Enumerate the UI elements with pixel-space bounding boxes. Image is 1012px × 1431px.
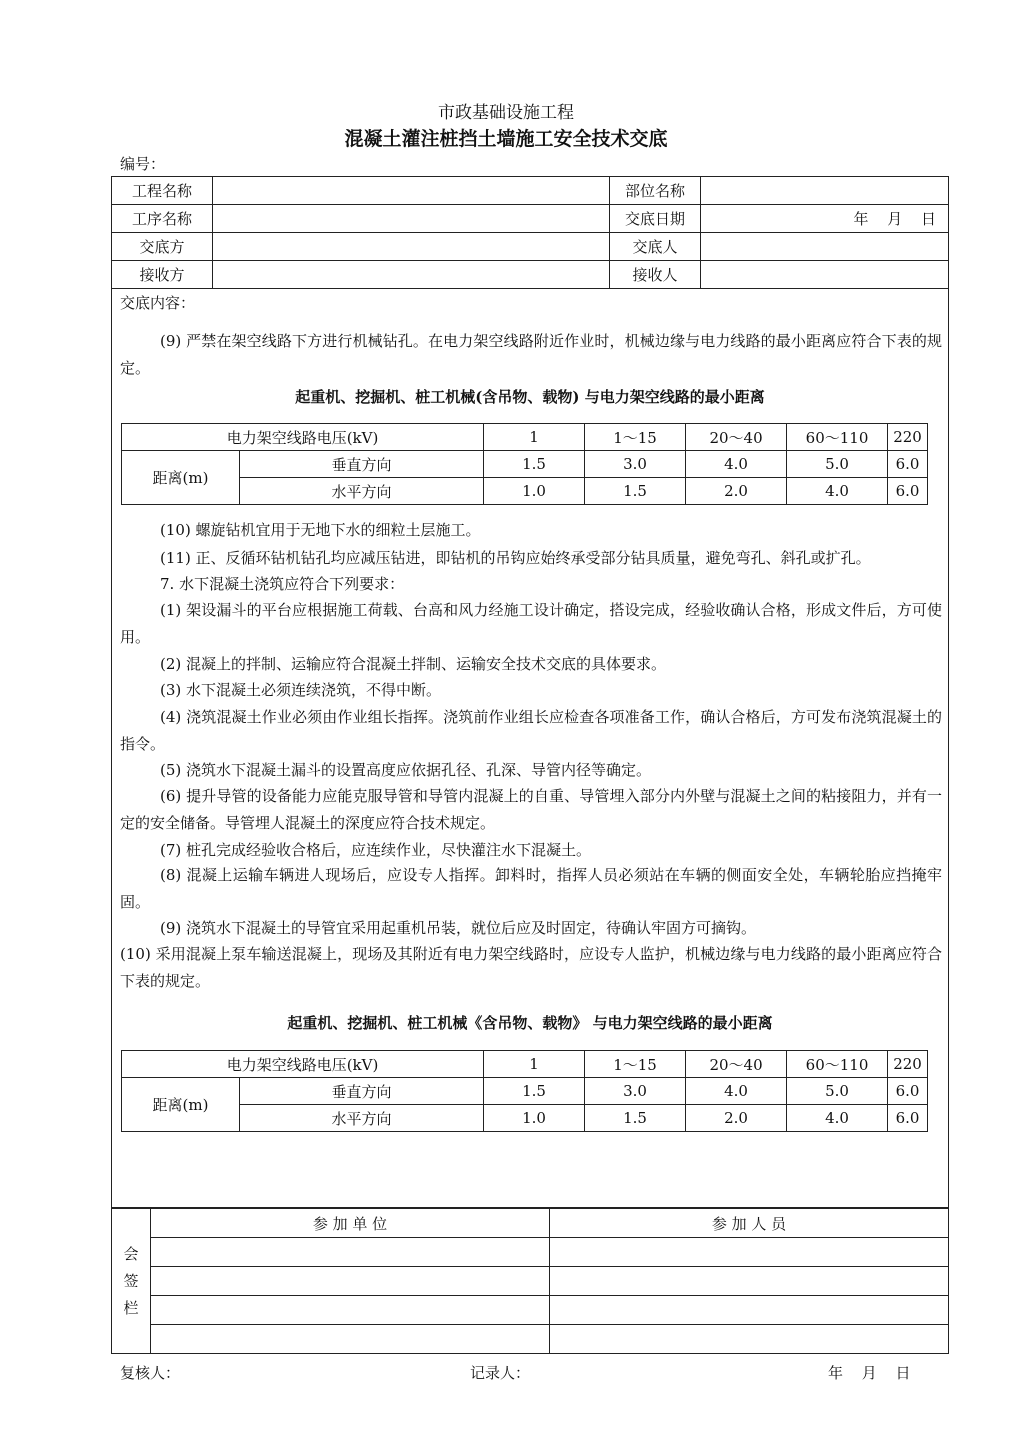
horizontal-header: 水平方向: [240, 478, 484, 505]
signoff-table: [111, 1208, 949, 1354]
signoff-cell[interactable]: [151, 1325, 550, 1354]
footer-date: 年 月 日: [828, 1364, 911, 1382]
table-cell: 2.0: [686, 1105, 787, 1132]
content-para: (8) 混凝上运输车辆进人现场后，应设专人指挥。卸料时，指挥人员必须站在车辆的侧面安全处，车辆轮胎应挡掩牢固。: [120, 866, 942, 911]
part-name-value: [701, 177, 949, 205]
table-cell: 2.0: [686, 478, 787, 505]
number-label: 编号：: [120, 155, 166, 173]
issuer-person-value: [701, 233, 949, 261]
date-value: 年 月 日: [701, 205, 949, 233]
content-para: (5) 浇筑水下混凝土漏斗的设置高度应依据孔径、孔深、导管内径等确定。: [160, 761, 652, 779]
info-table: [111, 176, 949, 289]
content-para: (9) 浇筑水下混凝土的导管宜采用起重机吊装，就位后应及时固定，待确认牢固方可摘钩。: [160, 919, 757, 937]
distance-header: 距离(m): [122, 451, 240, 505]
table-cell: 1.0: [484, 1105, 585, 1132]
table-cell: 1.5: [484, 451, 585, 478]
table-cell: 4.0: [686, 1078, 787, 1105]
table-cell: 220: [888, 1051, 928, 1078]
signoff-side-label: [112, 1209, 151, 1354]
table-cell: 3.0: [585, 1078, 686, 1105]
recorder-label: 记录人：: [470, 1364, 531, 1382]
distance-table-1: [121, 423, 928, 505]
table-caption-2: 起重机、挖掘机、桩工机械《含吊物、载物》 与电力架空线路的最小距离: [287, 1014, 773, 1032]
table-cell: 4.0: [787, 1105, 888, 1132]
issuer-person-label: 交底人: [610, 233, 701, 261]
signoff-cell[interactable]: [550, 1238, 949, 1267]
receiver-person-value: [701, 261, 949, 289]
table-cell: 60～110: [787, 424, 888, 451]
table-cell: 1: [484, 1051, 585, 1078]
table-cell: 3.0: [585, 451, 686, 478]
content-para: (2) 混凝上的拌制、运输应符合混凝土拌制、运输安全技术交底的具体要求。: [160, 655, 667, 673]
signoff-cell[interactable]: [550, 1267, 949, 1296]
signoff-cell[interactable]: [151, 1238, 550, 1267]
table-cell: 6.0: [888, 478, 928, 505]
process-name-value: [213, 205, 610, 233]
table-cell: 6.0: [888, 1078, 928, 1105]
receiver-party-label: 接收方: [112, 261, 213, 289]
voltage-header: 电力架空线路电压(kV): [122, 1051, 484, 1078]
project-name-label: 工程名称: [112, 177, 213, 205]
table-cell: 1.5: [484, 1078, 585, 1105]
vertical-header: 垂直方向: [240, 1078, 484, 1105]
content-para: (10) 螺旋钻机宜用于无地下水的细粒土层施工。: [160, 521, 481, 539]
table-cell: 1.5: [585, 1105, 686, 1132]
content-para: (4) 浇筑混凝土作业必须由作业组长指挥。浇筑前作业组长应检查各项准备工作，确认合格后，方可发布浇筑混凝土的指令。: [120, 708, 942, 753]
table-cell: 220: [888, 424, 928, 451]
voltage-header: 电力架空线路电压(kV): [122, 424, 484, 451]
receiver-party-value: [213, 261, 610, 289]
horizontal-header: 水平方向: [240, 1105, 484, 1132]
content-para: (7) 桩孔完成经验收合格后，应连续作业，尽快灌注水下混凝土。: [160, 841, 592, 859]
signoff-char: 会: [123, 1244, 139, 1263]
date-label: 交底日期: [610, 205, 701, 233]
content-para: (3) 水下混凝土必须连续浇筑，不得中断。: [160, 681, 442, 699]
table-cell: 20～40: [686, 1051, 787, 1078]
units-header: 参 加 单 位: [151, 1209, 550, 1238]
content-para: (10) 采用混凝上泵车输送混凝上，现场及其附近有电力架空线路时，应设专人监护，机械边缘与电力线路的最小距离应符合下表的规定。: [120, 945, 942, 990]
content-para: (11) 正、反循环钻机钻孔均应减压钻进，即钻机的吊钩应始终承受部分钻具质量，避免弯孔、斜孔或扩孔。: [160, 549, 871, 567]
table-cell: 4.0: [787, 478, 888, 505]
doc-title: 混凝土灌注桩挡土墙施工安全技术交底: [344, 128, 668, 150]
content-para: (9) 严禁在架空线路下方进行机械钻孔。在电力架空线路附近作业时，机械边缘与电力线路的最小距离应符合下表的规定。: [120, 332, 942, 377]
content-label: 交底内容：: [120, 294, 196, 312]
part-name-label: 部位名称: [610, 177, 701, 205]
vertical-header: 垂直方向: [240, 451, 484, 478]
signoff-cell[interactable]: [151, 1267, 550, 1296]
project-name-value: [213, 177, 610, 205]
process-name-label: 工序名称: [112, 205, 213, 233]
content-para: 7. 水下混凝土浇筑应符合下列要求：: [160, 575, 405, 593]
content-para: (6) 提升导管的设备能力应能克服导管和导管内混凝上的自重、导管埋入部分内外壁与混凝土之间的粘接阻力，并有一定的安全储备。导管埋人混凝土的深度应符合技术规定。: [120, 787, 942, 832]
table-cell: 4.0: [686, 451, 787, 478]
issuer-party-label: 交底方: [112, 233, 213, 261]
table-cell: 60～110: [787, 1051, 888, 1078]
reviewer-label: 复核人：: [120, 1364, 181, 1382]
table-cell: 20～40: [686, 424, 787, 451]
table-cell: 6.0: [888, 1105, 928, 1132]
content-para: (1) 架设漏斗的平台应根据施工荷载、台高和风力经施工设计确定，搭设完成，经验收确认合格，形成文件后，方可使用。: [120, 601, 942, 646]
persons-header: 参 加 人 员: [550, 1209, 949, 1238]
receiver-person-label: 接收人: [610, 261, 701, 289]
signoff-char: 栏: [123, 1298, 139, 1317]
table-cell: 1.5: [585, 478, 686, 505]
table-cell: 1～15: [585, 424, 686, 451]
table-caption-1: 起重机、挖掘机、桩工机械(含吊物、载物) 与电力架空线路的最小距离: [295, 388, 765, 406]
signoff-cell[interactable]: [550, 1296, 949, 1325]
table-cell: 6.0: [888, 451, 928, 478]
distance-table-2: [121, 1050, 928, 1132]
distance-header: 距离(m): [122, 1078, 240, 1132]
signoff-char: 签: [123, 1271, 139, 1290]
table-cell: 5.0: [787, 1078, 888, 1105]
table-cell: 1.0: [484, 478, 585, 505]
table-cell: 1～15: [585, 1051, 686, 1078]
table-cell: 1: [484, 424, 585, 451]
doc-category: 市政基础设施工程: [438, 103, 574, 123]
signoff-cell[interactable]: [550, 1325, 949, 1354]
table-cell: 5.0: [787, 451, 888, 478]
issuer-party-value: [213, 233, 610, 261]
signoff-cell[interactable]: [151, 1296, 550, 1325]
